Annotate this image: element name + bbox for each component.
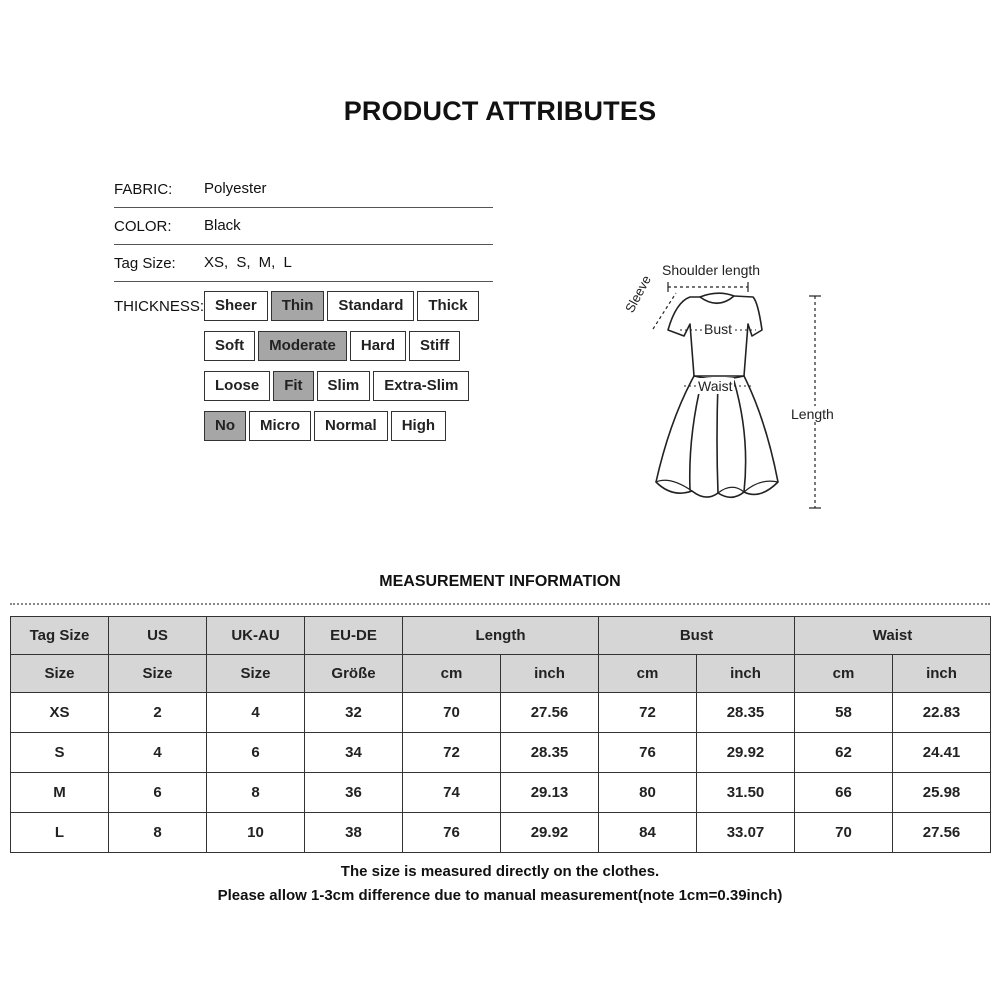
option-chip: Moderate <box>258 331 347 361</box>
col-header: EU-DE <box>305 617 403 655</box>
table-cell: 62 <box>795 733 893 773</box>
col-subheader: Größe <box>305 655 403 693</box>
option-chip: Hard <box>350 331 406 361</box>
option-chip: Fit <box>273 371 313 401</box>
table-cell: 27.56 <box>893 813 991 853</box>
note-measured: The size is measured directly on the clothes. <box>340 863 660 880</box>
shoulder-length-label: Shoulder length <box>662 262 761 278</box>
dress-illustration <box>610 250 870 520</box>
table-row <box>11 733 991 773</box>
table-cell: 34 <box>305 733 403 773</box>
table-cell: 31.50 <box>697 773 795 813</box>
table-cell: 8 <box>207 773 305 813</box>
table-cell: 70 <box>795 813 893 853</box>
length-label: Length <box>791 406 834 422</box>
option-chip: Extra-Slim <box>373 371 469 401</box>
col-header: Bust <box>599 617 795 655</box>
option-chip: Slim <box>317 371 371 401</box>
option-chip: High <box>391 411 446 441</box>
col-header: Tag Size <box>11 617 109 655</box>
table-cell: 25.98 <box>893 773 991 813</box>
attr-color <box>114 208 493 245</box>
table-cell: 2 <box>109 693 207 733</box>
option-chip: Soft <box>204 331 255 361</box>
table-cell: XS <box>11 693 109 733</box>
size-table <box>10 616 991 853</box>
option-chip: Sheer <box>204 291 268 321</box>
attr-value: Black <box>204 217 241 234</box>
col-subheader: Size <box>207 655 305 693</box>
table-cell: 66 <box>795 773 893 813</box>
col-header: Length <box>403 617 599 655</box>
option-choices <box>204 371 469 401</box>
dress-diagram <box>610 250 870 520</box>
option-choices <box>204 331 460 361</box>
table-subheader-row <box>11 655 991 693</box>
col-header: Waist <box>795 617 991 655</box>
col-subheader: cm <box>599 655 697 693</box>
col-subheader: inch <box>501 655 599 693</box>
col-header: US <box>109 617 207 655</box>
table-cell: 29.92 <box>697 733 795 773</box>
sleeve-label: Sleeve <box>622 272 654 316</box>
table-cell: 28.35 <box>501 733 599 773</box>
table-cell: 6 <box>109 773 207 813</box>
table-cell: 10 <box>207 813 305 853</box>
table-cell: S <box>11 733 109 773</box>
table-row <box>11 773 991 813</box>
table-cell: 33.07 <box>697 813 795 853</box>
option-choices <box>204 411 446 441</box>
col-subheader: cm <box>403 655 501 693</box>
table-row <box>11 813 991 853</box>
table-cell: 27.56 <box>501 693 599 733</box>
table-cell: 80 <box>599 773 697 813</box>
table-cell: 4 <box>109 733 207 773</box>
section-divider <box>10 603 990 605</box>
table-cell: 28.35 <box>697 693 795 733</box>
option-chip: No <box>204 411 246 441</box>
table-cell: 36 <box>305 773 403 813</box>
bust-label: Bust <box>704 321 733 337</box>
option-label: THICKNESS: <box>114 298 205 315</box>
table-cell: 76 <box>599 733 697 773</box>
option-chip: Stiff <box>409 331 460 361</box>
table-cell: L <box>11 813 109 853</box>
table-header-row <box>11 617 991 655</box>
attr-label: COLOR: <box>114 218 172 235</box>
attr-fabric <box>114 171 493 208</box>
col-header: UK-AU <box>207 617 305 655</box>
table-cell: 24.41 <box>893 733 991 773</box>
col-subheader: inch <box>893 655 991 693</box>
option-chip: Thin <box>271 291 325 321</box>
option-chip: Micro <box>249 411 311 441</box>
col-subheader: inch <box>697 655 795 693</box>
measurement-title: MEASUREMENT INFORMATION <box>379 573 621 590</box>
table-cell: 72 <box>403 733 501 773</box>
col-subheader: Size <box>11 655 109 693</box>
table-cell: 84 <box>599 813 697 853</box>
table-cell: 8 <box>109 813 207 853</box>
table-row <box>11 693 991 733</box>
attr-label: FABRIC: <box>114 181 173 198</box>
waist-label: Waist <box>698 378 733 394</box>
table-cell: 38 <box>305 813 403 853</box>
table-cell: 22.83 <box>893 693 991 733</box>
table-cell: 76 <box>403 813 501 853</box>
option-choices <box>204 291 479 321</box>
col-subheader: Size <box>109 655 207 693</box>
table-cell: 29.92 <box>501 813 599 853</box>
table-cell: 4 <box>207 693 305 733</box>
note-difference: Please allow 1-3cm difference due to manual measurement(note 1cm=0.39inch) <box>217 887 783 904</box>
table-cell: 74 <box>403 773 501 813</box>
attr-value: XS, S, M, L <box>204 254 292 271</box>
table-cell: M <box>11 773 109 813</box>
attr-value: Polyester <box>204 180 267 197</box>
table-cell: 32 <box>305 693 403 733</box>
option-chip: Normal <box>314 411 388 441</box>
table-cell: 58 <box>795 693 893 733</box>
attr-label: Tag Size: <box>114 255 176 272</box>
option-chip: Loose <box>204 371 270 401</box>
option-chip: Standard <box>327 291 414 321</box>
table-cell: 6 <box>207 733 305 773</box>
table-cell: 29.13 <box>501 773 599 813</box>
attr-tag-size <box>114 245 493 282</box>
table-cell: 70 <box>403 693 501 733</box>
option-chip: Thick <box>417 291 478 321</box>
page-title: PRODUCT ATTRIBUTES <box>343 96 657 126</box>
table-cell: 72 <box>599 693 697 733</box>
col-subheader: cm <box>795 655 893 693</box>
